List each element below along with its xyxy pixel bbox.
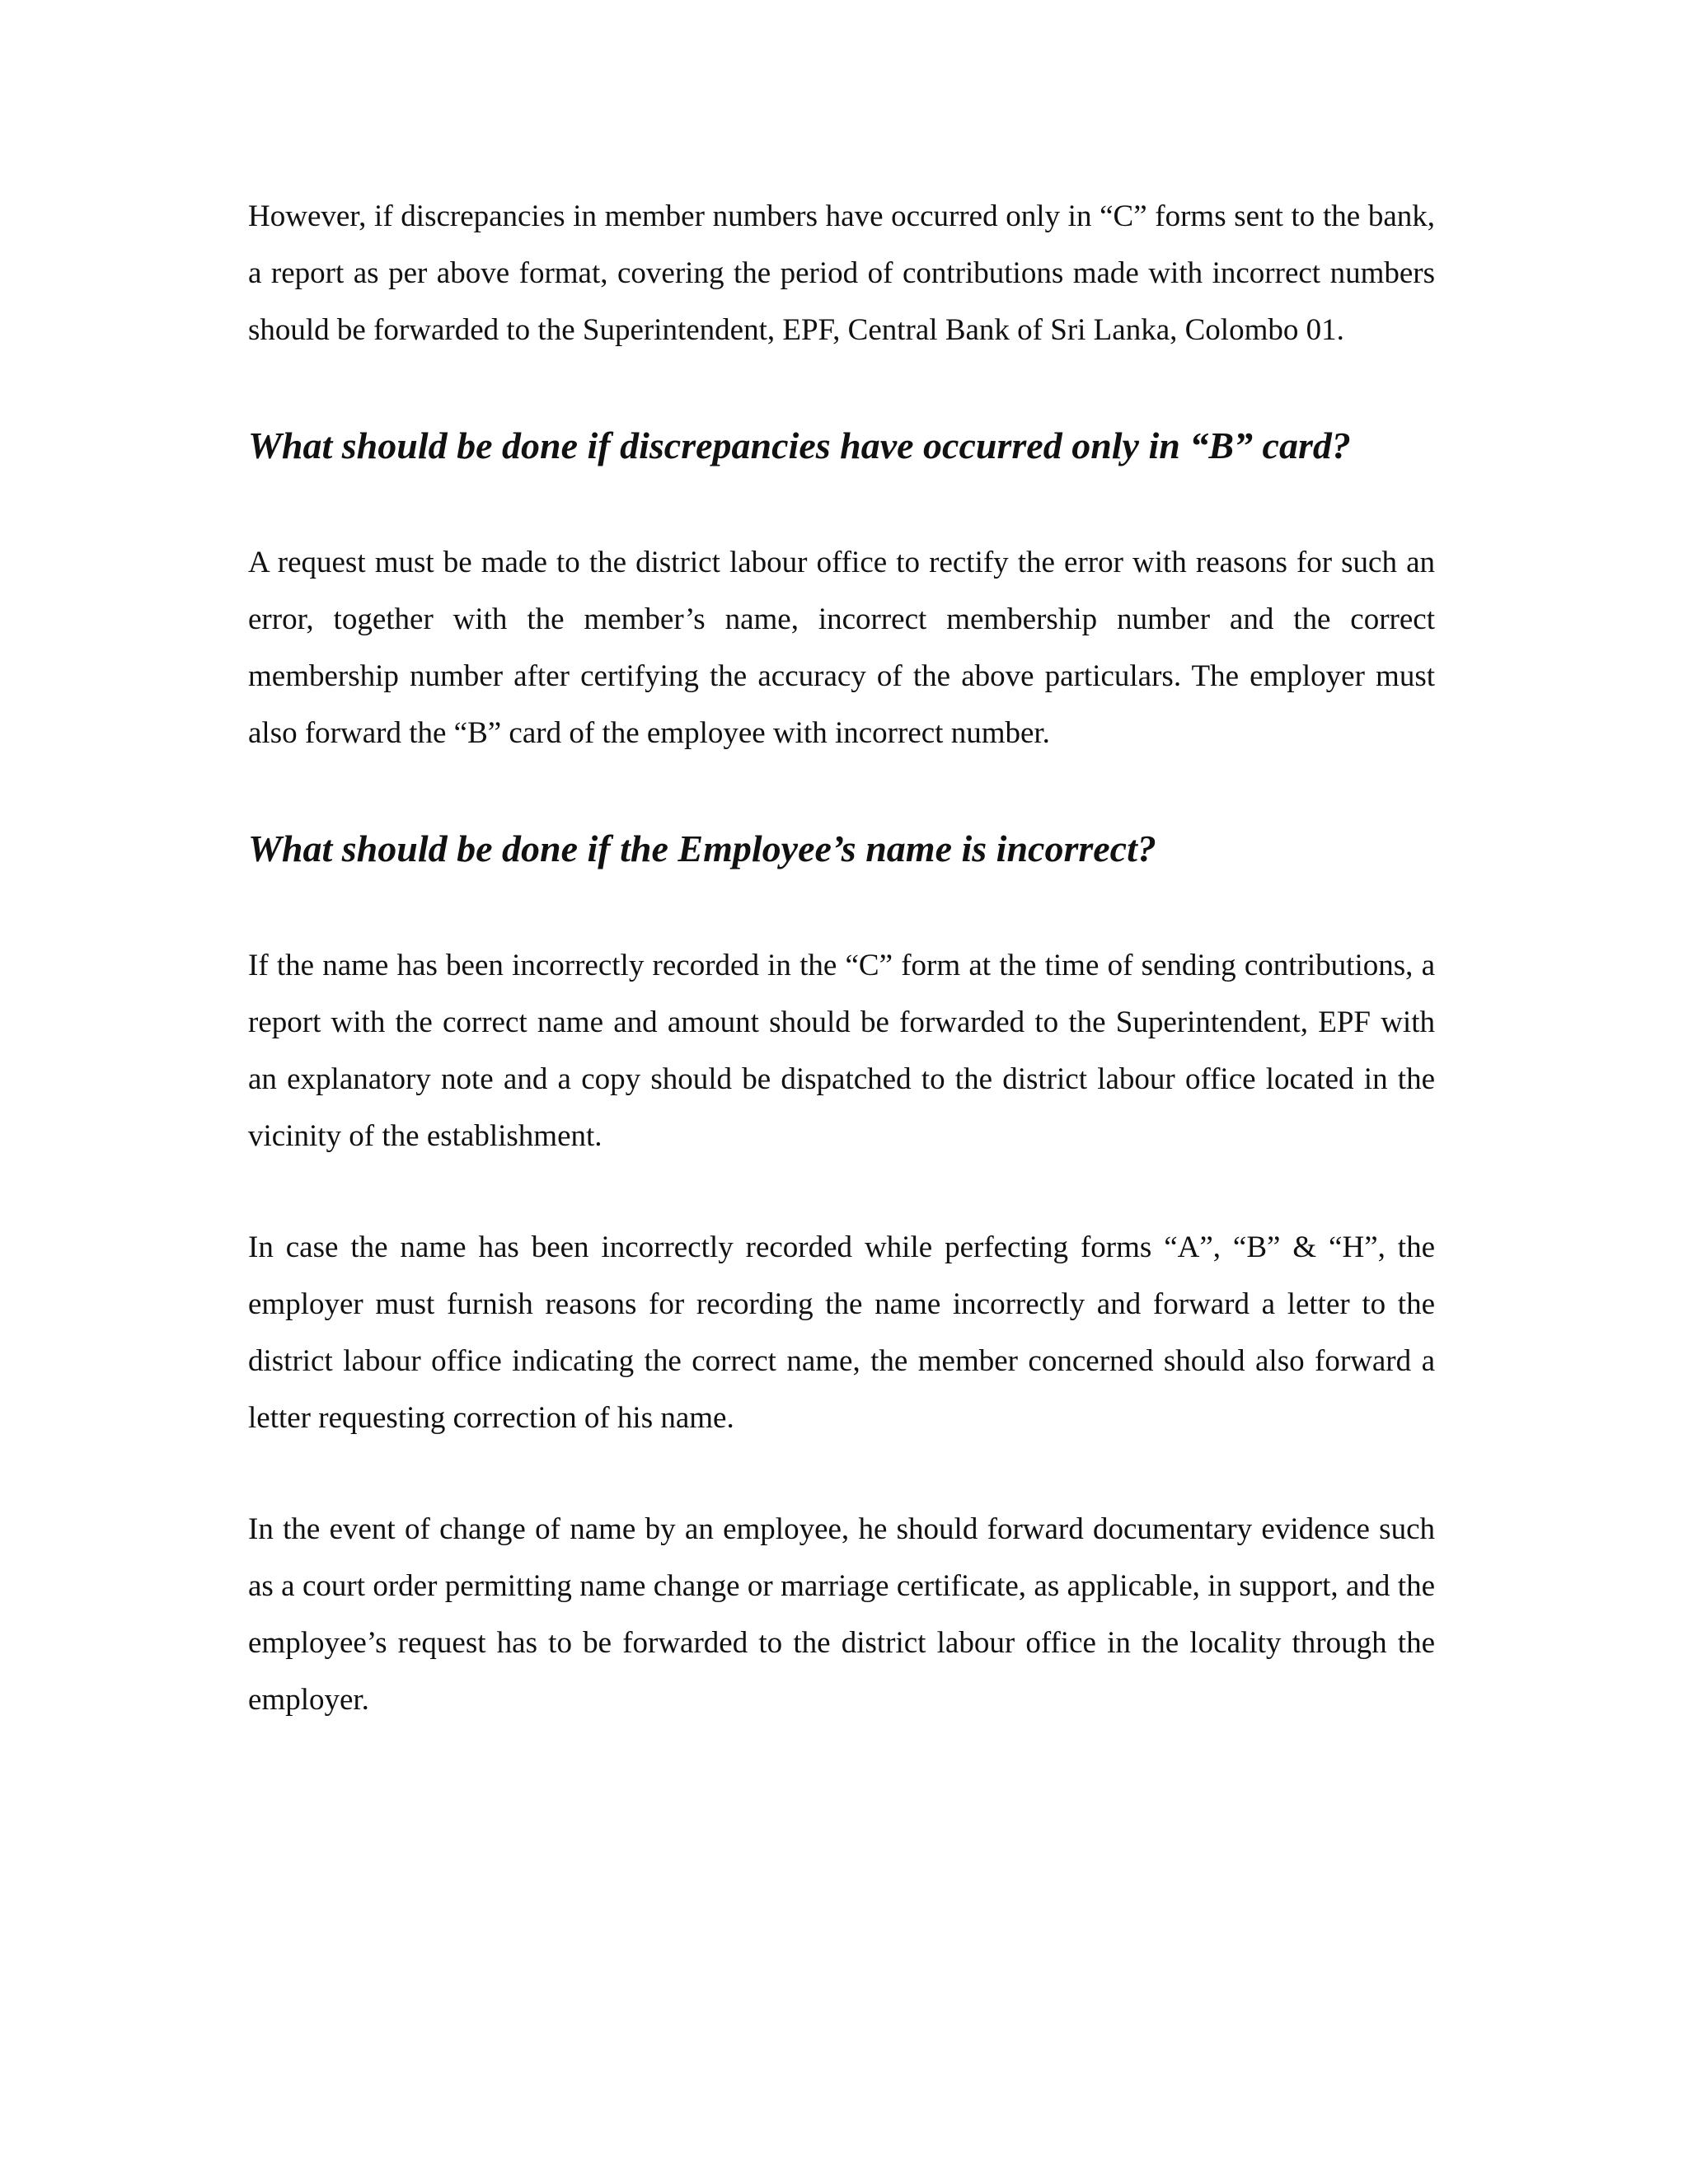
paragraph-name-change: In the event of change of name by an employee, he should forward documentary evidence such as a court order permitting name change or marriage certificate, as applicable, in support, and the employee’s request has to be forwarded to the district labour office in the locality through the employer.	[248, 1512, 1435, 1717]
spacer	[248, 1165, 1435, 1219]
spacer	[248, 474, 1435, 534]
spacer	[248, 359, 1435, 417]
heading-b-card-discrepancy: What should be done if discrepancies have occurred only in “B” card?	[248, 424, 1351, 466]
document-body	[248, 188, 1435, 1728]
spacer	[248, 1446, 1435, 1501]
spacer	[248, 762, 1435, 820]
paragraph-b-card-request: A request must be made to the district labour office to rectify the error with reasons for such an error, together with the member’s name, incorrect membership number and the correct membership number after certifying the accuracy of the above particulars. The employer must also forward the “B” card of the employee with incorrect number.	[248, 546, 1435, 750]
spacer	[248, 877, 1435, 937]
paragraph-c-forms-discrepancy: However, if discrepancies in member numbers have occurred only in “C” forms sent to the bank, a report as per above format, covering the period of contributions made with incorrect numbers should be forwarded to the Superintendent, EPF, Central Bank of Sri Lanka, Colombo 01.	[248, 199, 1435, 347]
paragraph-c-form-name-error: If the name has been incorrectly recorded in the “C” form at the time of sending contributions, a report with the correct name and amount should be forwarded to the Superintendent, EPF with an explanatory note and a copy should be dispatched to the district labour office located in the vicinity of the establishment.	[248, 949, 1435, 1153]
paragraph-forms-abh-name-error: In case the name has been incorrectly recorded while perfecting forms “A”, “B” & “H”, the employer must furnish reasons for recording the name incorrectly and forward a letter to the district labour office indicating the correct name, the member concerned should also forward a letter requesting correction of his name.	[248, 1230, 1435, 1435]
heading-incorrect-employee-name: What should be done if the Employee’s name is incorrect?	[248, 827, 1156, 869]
